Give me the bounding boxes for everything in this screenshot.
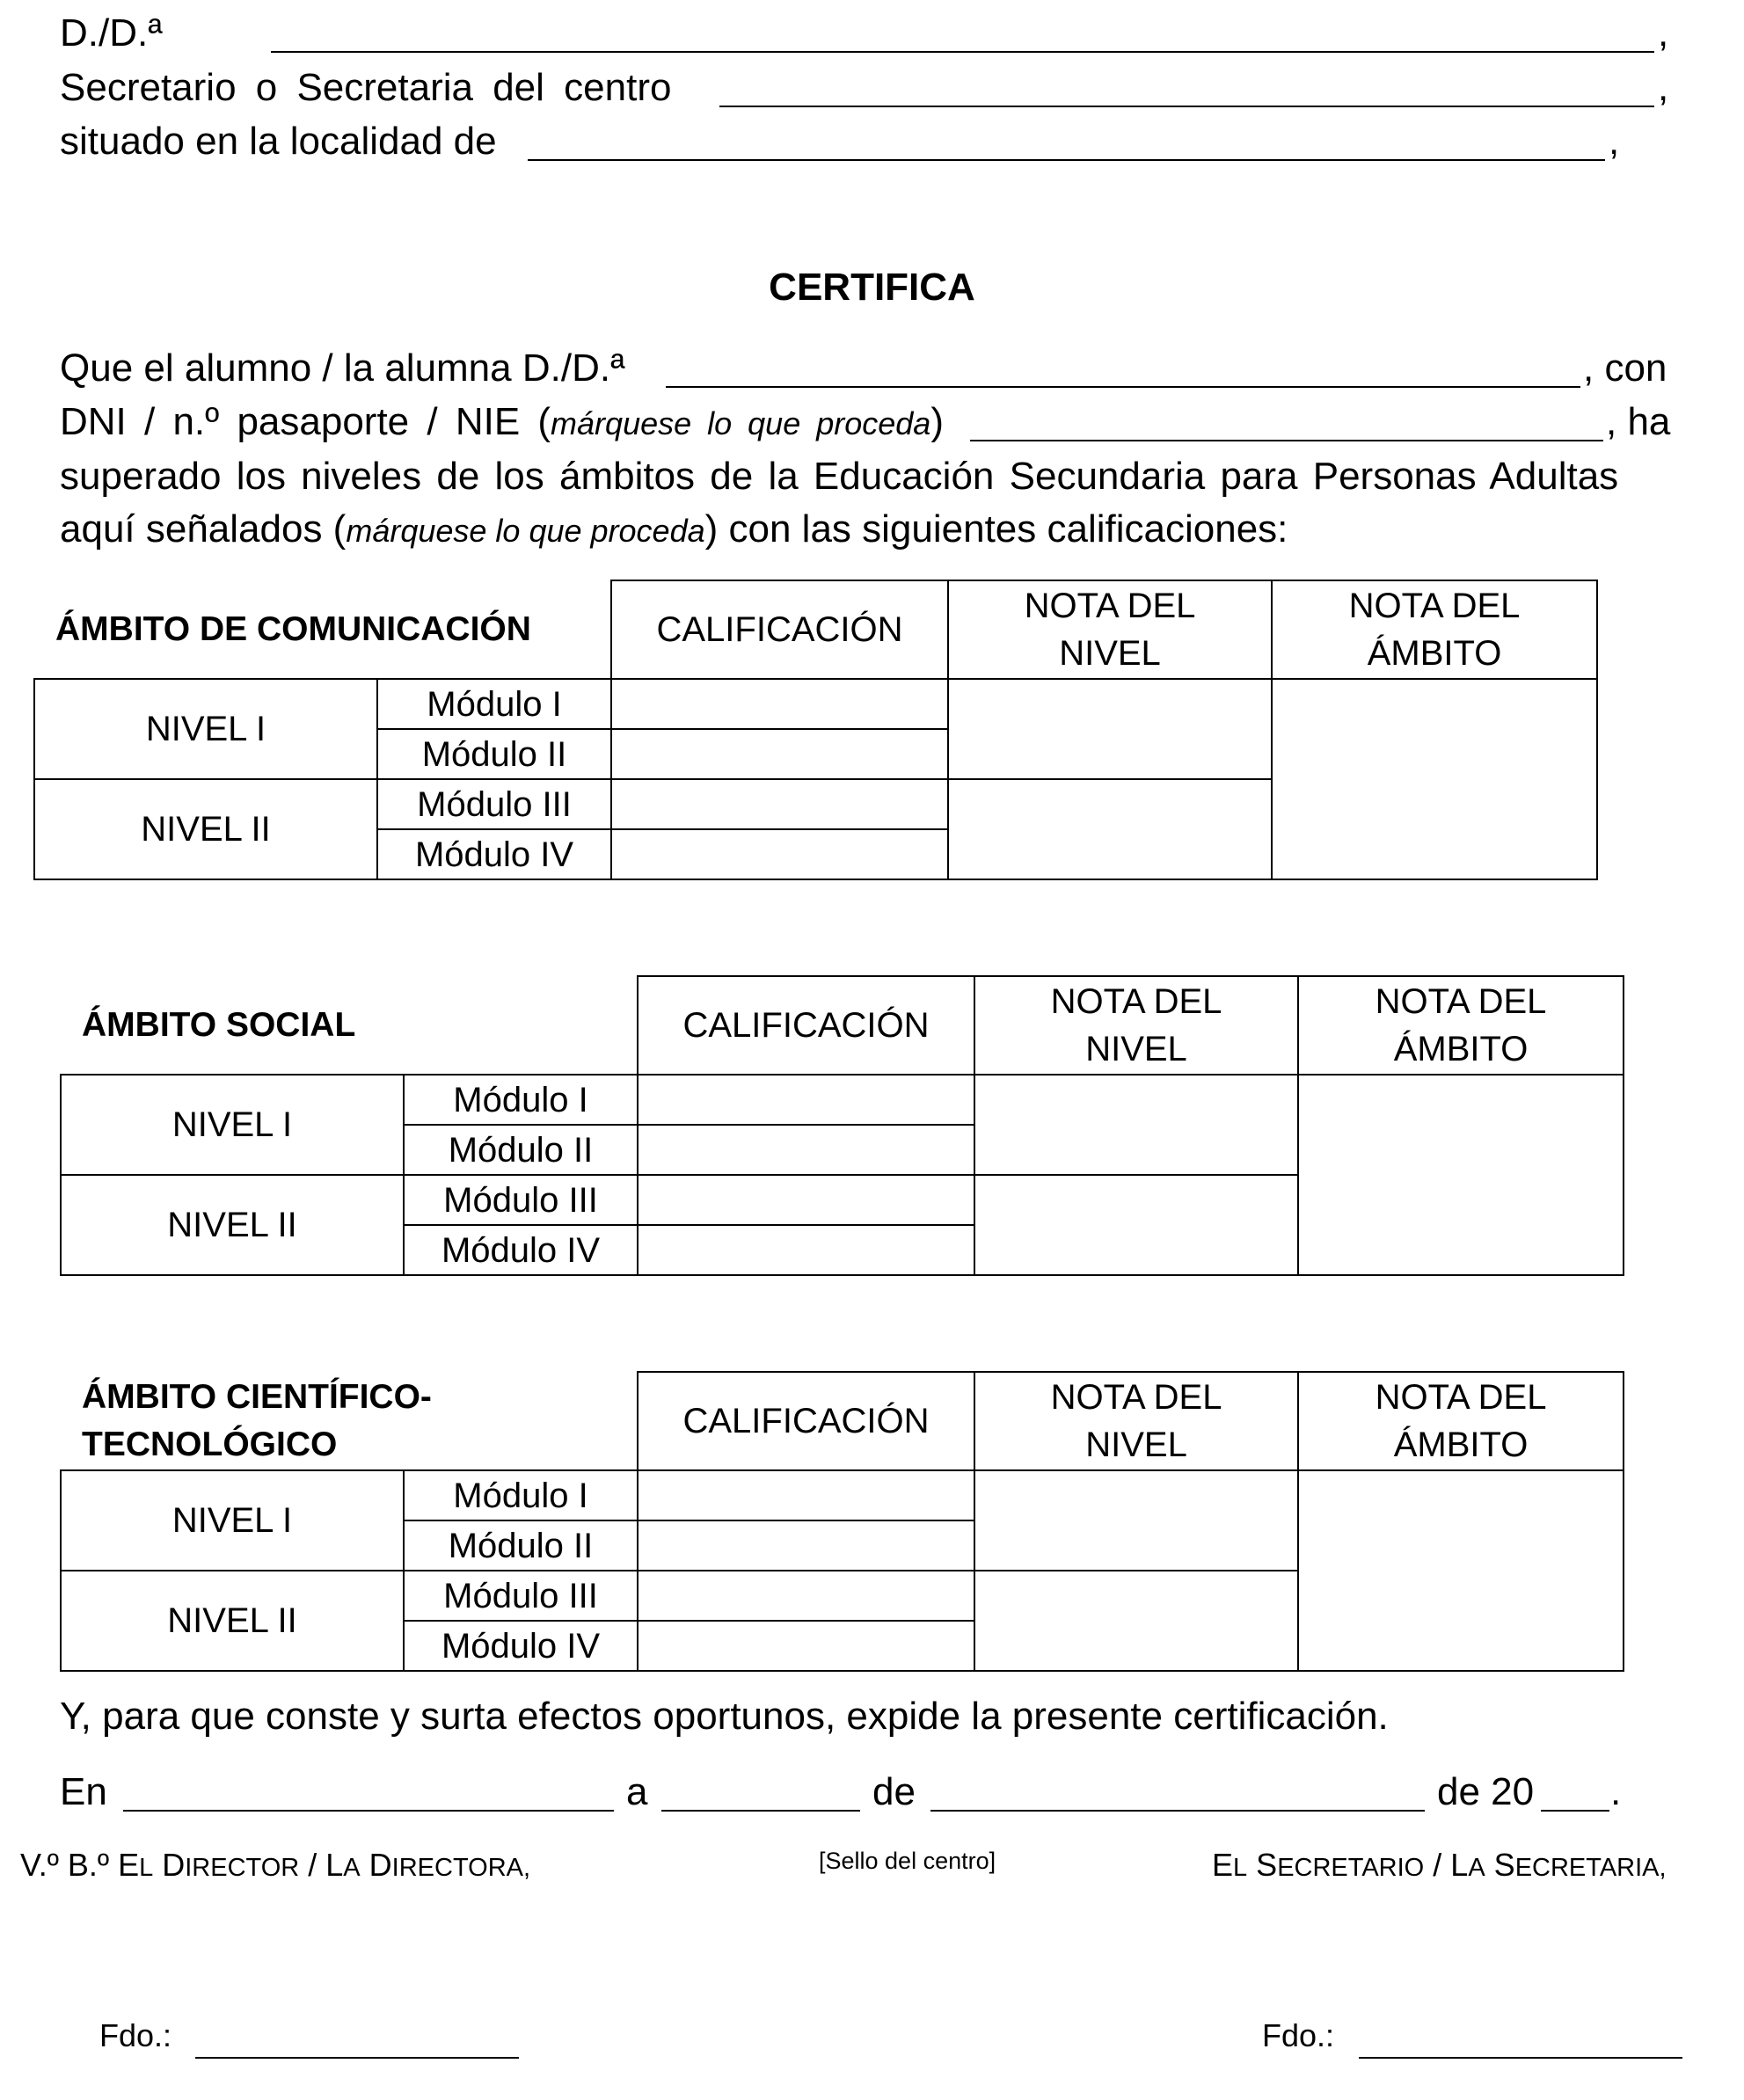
col-nota-nivel: NOTA DEL NIVEL bbox=[974, 976, 1298, 1075]
ambito-title: ÁMBITO SOCIAL bbox=[82, 1005, 356, 1044]
body-line-1-label: Que el alumno / la alumna D./D.ª bbox=[60, 346, 625, 390]
body-line-3 bbox=[60, 449, 1671, 503]
calificacion-cell[interactable] bbox=[611, 729, 948, 779]
calificacion-cell[interactable] bbox=[638, 1470, 974, 1520]
director-signature-field[interactable] bbox=[195, 2057, 519, 2059]
fdo-left-label: Fdo.: bbox=[99, 2017, 172, 2053]
localidad-label: situado en la localidad de bbox=[60, 120, 497, 163]
small-caps-segment: ECRETARIA, bbox=[1514, 1854, 1667, 1882]
alumno-field[interactable] bbox=[666, 386, 1580, 388]
nota-nivel-cell[interactable] bbox=[948, 679, 1272, 779]
modulo-label: Módulo IV bbox=[404, 1225, 638, 1275]
header-line-3-comma: , bbox=[1609, 120, 1620, 163]
calificacion-cell[interactable] bbox=[638, 1520, 974, 1571]
date-end: . bbox=[1610, 1770, 1622, 1813]
calificacion-cell[interactable] bbox=[611, 779, 948, 829]
doc-type-close: ) bbox=[930, 400, 944, 443]
col-nota-nivel: NOTA DEL NIVEL bbox=[974, 1372, 1298, 1470]
body-line-2 bbox=[60, 396, 944, 450]
nivel-i-label: NIVEL I bbox=[34, 679, 377, 779]
modulo-label: Módulo IV bbox=[404, 1621, 638, 1671]
nivel-i-label: NIVEL I bbox=[61, 1075, 404, 1175]
ambito-title: ÁMBITO DE COMUNICACIÓN bbox=[55, 609, 531, 648]
small-caps-segment: L bbox=[139, 1854, 154, 1882]
date-place-field[interactable] bbox=[123, 1810, 614, 1812]
small-caps-segment: IRECTOR bbox=[185, 1854, 300, 1882]
nivel-ii-label: NIVEL II bbox=[34, 779, 377, 879]
date-month-field[interactable] bbox=[930, 1810, 1425, 1812]
date-year-field[interactable] bbox=[1541, 1810, 1609, 1812]
header-line-1-comma: , bbox=[1658, 11, 1669, 55]
nota-ambito-cell[interactable] bbox=[1298, 1470, 1624, 1671]
modulo-label: Módulo II bbox=[404, 1520, 638, 1571]
ambito-social-table bbox=[60, 975, 1624, 1276]
calificacion-cell[interactable] bbox=[638, 1225, 974, 1275]
calificacion-cell[interactable] bbox=[638, 1175, 974, 1225]
col-calificacion: CALIFICACIÓN bbox=[638, 976, 974, 1075]
body-line-1-end: , con bbox=[1583, 346, 1667, 390]
doc-type-label: DNI / n.º pasaporte / NIE ( bbox=[60, 400, 551, 443]
document-number-field[interactable] bbox=[970, 440, 1603, 441]
secretary-signature-field[interactable] bbox=[1359, 2057, 1682, 2059]
modulo-label: Módulo I bbox=[404, 1470, 638, 1520]
nota-nivel-cell[interactable] bbox=[974, 1470, 1298, 1571]
header-line-1 bbox=[60, 7, 163, 60]
fdo-right-label: Fdo.: bbox=[1262, 2017, 1335, 2053]
body-line-4-a: aquí señalados ( bbox=[60, 507, 347, 551]
closing-text: Y, para que conste y surta efectos oportunos, expide la presente certificación. bbox=[60, 1695, 1389, 1738]
nota-nivel-cell[interactable] bbox=[974, 1571, 1298, 1671]
nota-nivel-cell[interactable] bbox=[974, 1075, 1298, 1175]
modulo-label: Módulo II bbox=[404, 1125, 638, 1175]
nota-ambito-cell[interactable] bbox=[1272, 679, 1597, 879]
calificacion-cell[interactable] bbox=[611, 829, 948, 879]
localidad-field[interactable] bbox=[528, 159, 1605, 161]
body-line-4-b: ) con las siguientes calificaciones: bbox=[704, 507, 1288, 551]
header-line-2-comma: , bbox=[1658, 66, 1669, 109]
col-nota-ambito: NOTA DEL ÁMBITO bbox=[1298, 976, 1624, 1075]
col-nota-ambito: NOTA DEL ÁMBITO bbox=[1272, 580, 1597, 679]
centro-field[interactable] bbox=[719, 106, 1654, 107]
calificacion-cell[interactable] bbox=[638, 1571, 974, 1621]
date-de-label: de bbox=[872, 1770, 916, 1813]
nota-nivel-cell[interactable] bbox=[948, 779, 1272, 879]
ambito-cientifico-tecnologico-table bbox=[60, 1371, 1624, 1672]
modulo-label: Módulo III bbox=[404, 1571, 638, 1621]
col-nota-nivel: NOTA DEL NIVEL bbox=[948, 580, 1272, 679]
small-caps-segment: IRECTORA, bbox=[391, 1854, 531, 1882]
name-field[interactable] bbox=[271, 51, 1654, 53]
modulo-label: Módulo III bbox=[377, 779, 611, 829]
director-label-text: V.º B.º EL DIRECTOR / LA DIRECTORA, bbox=[20, 1847, 531, 1883]
small-caps-segment: A bbox=[1468, 1854, 1485, 1882]
calificacion-cell[interactable] bbox=[638, 1621, 974, 1671]
col-calificacion: CALIFICACIÓN bbox=[611, 580, 948, 679]
nivel-ii-label: NIVEL II bbox=[61, 1571, 404, 1671]
date-year-prefix: de 20 bbox=[1437, 1770, 1535, 1813]
date-en-label: En bbox=[60, 1770, 107, 1813]
nota-ambito-cell[interactable] bbox=[1298, 1075, 1624, 1275]
director-signature-label bbox=[20, 1847, 530, 1884]
header-line-2 bbox=[60, 62, 671, 114]
body-line-2-end: , ha bbox=[1606, 400, 1671, 443]
date-day-field[interactable] bbox=[661, 1810, 860, 1812]
ambito-comunicacion-table bbox=[33, 580, 1598, 880]
header-name-label: D./D.ª bbox=[60, 11, 163, 55]
modulo-label: Módulo II bbox=[377, 729, 611, 779]
calificacion-cell[interactable] bbox=[638, 1125, 974, 1175]
col-nota-ambito: NOTA DEL ÁMBITO bbox=[1298, 1372, 1624, 1470]
centro-label: Secretario o Secretaria del centro bbox=[60, 66, 672, 109]
modulo-label: Módulo I bbox=[404, 1075, 638, 1125]
calificacion-cell[interactable] bbox=[638, 1075, 974, 1125]
secretary-label-text: EL SECRETARIO / LA SECRETARIA, bbox=[1212, 1847, 1667, 1883]
body-line-4-hint: márquese lo que proceda bbox=[346, 513, 705, 549]
ambito-title bbox=[61, 1372, 638, 1470]
date-a-label: a bbox=[626, 1770, 648, 1813]
modulo-label: Módulo I bbox=[377, 679, 611, 729]
stamp-label: [Sello del centro] bbox=[819, 1848, 996, 1874]
doc-type-hint: márquese lo que proceda bbox=[551, 405, 931, 441]
page-title: CERTIFICA bbox=[769, 266, 975, 309]
small-caps-segment: L bbox=[1233, 1854, 1248, 1882]
modulo-label: Módulo III bbox=[404, 1175, 638, 1225]
ambito-title-line-2: TECNOLÓGICO bbox=[82, 1425, 338, 1463]
small-caps-segment: A bbox=[343, 1854, 361, 1882]
small-caps-segment: ECRETARIO bbox=[1277, 1854, 1425, 1882]
body-line-3-text: superado los niveles de los ámbitos de la Educación Secundaria para Personas Adultas bbox=[60, 455, 1619, 498]
secretary-signature-label bbox=[1212, 1847, 1667, 1884]
modulo-label: Módulo IV bbox=[377, 829, 611, 879]
nivel-i-label: NIVEL I bbox=[61, 1470, 404, 1571]
col-calificacion: CALIFICACIÓN bbox=[638, 1372, 974, 1470]
nota-nivel-cell[interactable] bbox=[974, 1175, 1298, 1275]
nivel-ii-label: NIVEL II bbox=[61, 1175, 404, 1275]
ambito-title-line-1: ÁMBITO CIENTÍFICO- bbox=[82, 1377, 432, 1416]
header-line-3 bbox=[60, 115, 497, 168]
body-line-4 bbox=[60, 503, 1288, 558]
calificacion-cell[interactable] bbox=[611, 679, 948, 729]
